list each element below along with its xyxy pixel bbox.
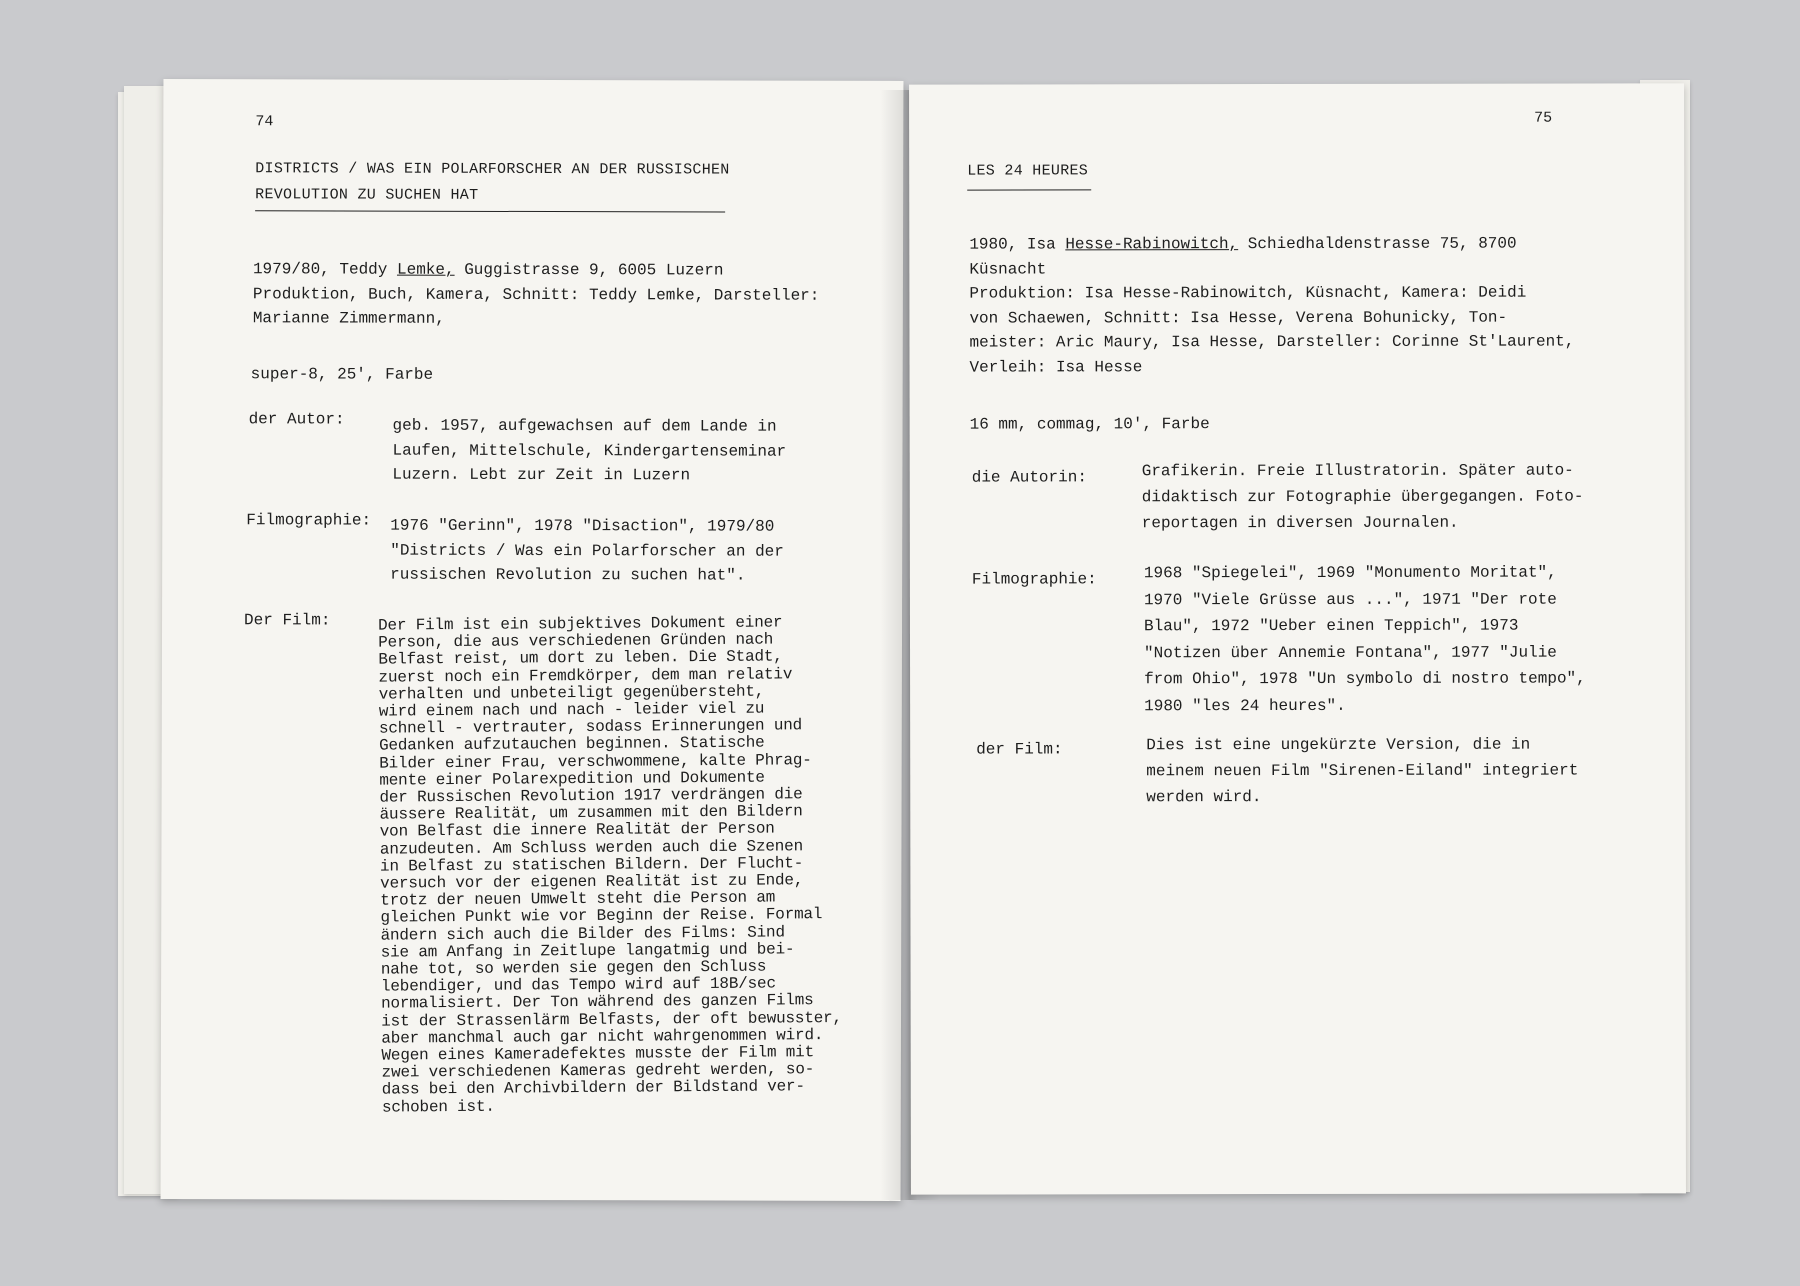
film-line: dass bei den Archivbildern der Bildstand ver-	[381, 1077, 805, 1100]
page-number: 75	[1534, 109, 1553, 127]
film-line: verhalten und unbeteiligt gegenübersteht,	[378, 682, 765, 704]
credits	[253, 257, 820, 332]
author-line: Luzern. Lebt zur Zeit in Luzern	[392, 465, 691, 485]
film-line: gleichen Punkt wie vor Beginn der Reise. Formal	[380, 905, 823, 928]
credit-line: meister: Aric Maury, Isa Hesse, Darsteller: Corinne St'Laurent,	[969, 332, 1575, 352]
film-line: ist der Strassenlärm Belfasts, der oft bewusster,	[381, 1008, 842, 1031]
film-line: der Russischen Revolution 1917 verdrängen die	[379, 785, 803, 807]
author-line: Laufen, Mittelschule, Kindergartenseminar	[392, 441, 787, 461]
filmography-line: 1980 "les 24 heures".	[1144, 696, 1346, 715]
film-label: Der Film:	[244, 611, 331, 630]
film-line: in Belfast zu statischen Bildern. Der Flucht-	[379, 854, 804, 876]
credit-name: Hesse-Rabinowitch,	[1065, 235, 1239, 254]
film-line: Bilder einer Frau, verschwommene, kalte Phrag-	[379, 750, 812, 773]
film-line: sie am Anfang in Zeitlupe langatmig und bei-	[380, 940, 795, 962]
page-title: LES 24 HEURES	[967, 162, 1089, 180]
credit-line: Produktion, Buch, Kamera, Schnitt: Teddy Lemke, Darsteller:	[252, 284, 820, 305]
film-line: meinem neuen Film "Sirenen-Eiland" integriert	[1146, 761, 1579, 781]
film-line: Gedanken aufzutauchen beginnen. Statische	[378, 733, 765, 756]
film-line: normalisiert. Der Ton während des ganzen Films	[381, 991, 814, 1014]
filmography-line: 1968 "Spiegelei", 1969 "Monumento Moritat",	[1143, 563, 1557, 583]
format: 16 mm, commag, 10', Farbe	[969, 415, 1210, 434]
film-line: äussere Realität, um zusammen mit den Bildern	[379, 802, 803, 824]
author-text	[1142, 458, 1584, 537]
filmography-line: "Districts / Was ein Polarforscher an der	[390, 541, 784, 561]
page-number: 74	[255, 113, 274, 131]
film-line: nahe tot, so werden sie gegen den Schluss	[380, 957, 767, 979]
film-line: versuch vor der eigenen Realität ist zu Ende,	[380, 871, 804, 893]
title-line: DISTRICTS / WAS EIN POLARFORSCHER AN DER RUSSISCHEN	[255, 160, 730, 179]
filmography-label: Filmographie:	[971, 570, 1097, 589]
credit-address: Guggistrasse 9, 6005 Luzern	[454, 260, 724, 280]
film-line: trotz der neuen Umwelt steht die Person am	[380, 888, 776, 910]
author-text	[392, 414, 786, 489]
credits	[969, 232, 1574, 380]
filmography-line: "Notizen über Annemie Fontana", 1977 "Julie	[1144, 643, 1557, 662]
film-line: werden wird.	[1146, 788, 1262, 807]
film-line: Person, die aus verschiedenen Gründen nach	[378, 630, 774, 652]
film-line: aber manchmal auch gar nicht wahrgenommen wird.	[381, 1025, 824, 1048]
film-line: mente einer Polarexpedition und Dokumente	[379, 768, 765, 790]
format: super-8, 25', Farbe	[250, 365, 434, 384]
film-label: der Film:	[976, 740, 1063, 759]
film-line: anzudeuten. Am Schluss werden auch die Szenen	[379, 836, 804, 859]
filmography-line: 1970 "Viele Grüsse aus ...", 1971 "Der rote	[1143, 590, 1557, 609]
film-line: zuerst noch ein Fremdkörper, dem man relativ	[378, 664, 793, 687]
author-label: der Autor:	[248, 410, 345, 429]
credit-address: Schiedhaldenstrasse 75, 8700	[1238, 234, 1517, 254]
author-line: didaktisch zur Fotographie übergegangen. Foto-	[1141, 487, 1584, 507]
film-description	[378, 614, 843, 1116]
film-line: von Belfast die innere Realität der Person	[379, 819, 775, 842]
credit-year: 1979/80, Teddy	[252, 260, 398, 279]
film-line: lebendiger, und das Tempo wird auf 18B/sec	[380, 974, 776, 996]
right-page	[909, 83, 1686, 1194]
filmography-label: Filmographie:	[246, 511, 372, 530]
film-line: schoben ist.	[381, 1097, 495, 1117]
credit-line: von Schaewen, Schnitt: Isa Hesse, Verena Bohunicky, Ton-	[969, 308, 1508, 328]
film-line: Belfast reist, um dort zu leben. Die Stadt,	[378, 647, 783, 670]
film-text	[1146, 732, 1578, 811]
credit-name: Lemke,	[396, 260, 455, 279]
filmography-text	[390, 514, 784, 589]
film-line: Dies ist eine ungekürzte Version, die in	[1146, 735, 1531, 755]
author-label: die Autorin:	[971, 468, 1087, 487]
author-line: Grafikerin. Freie Illustratorin. Später auto-	[1141, 461, 1574, 481]
credit-line: Verleih: Isa Hesse	[969, 357, 1143, 377]
filmography-line: Blau", 1972 "Ueber einen Teppich", 1973	[1143, 616, 1519, 636]
film-line: Wegen eines Kameradefektes musste der Film mit	[381, 1043, 815, 1065]
filmography-text	[1144, 559, 1586, 719]
credit-year: 1980, Isa	[969, 235, 1066, 254]
filmography-line: from Ohio", 1978 "Un symbolo di nostro tempo",	[1144, 669, 1586, 689]
film-line: Der Film ist ein subjektives Dokument einer	[378, 613, 783, 635]
credit-line: Küsnacht	[969, 259, 1047, 279]
left-page	[161, 79, 904, 1201]
film-line: wird einem nach und nach - leider viel zu	[378, 699, 765, 721]
author-line: reportagen in diversen Journalen.	[1141, 513, 1459, 533]
page-title	[255, 156, 730, 209]
filmography-line: 1976 "Gerinn", 1978 "Disaction", 1979/80	[390, 516, 775, 536]
film-line: ändern sich auch die Bilder des Films: Sind	[380, 923, 785, 945]
title-underline	[967, 189, 1091, 190]
credit-line: Produktion: Isa Hesse-Rabinowitch, Küsnacht, Kamera: Deidi	[969, 283, 1527, 303]
film-line: schnell - vertrauter, sodass Erinnerungen und	[378, 716, 803, 738]
title-line: REVOLUTION ZU SUCHEN HAT	[255, 186, 479, 204]
credit-line	[969, 232, 1574, 258]
title-underline	[255, 210, 725, 212]
credit-line: Marianne Zimmermann,	[252, 309, 445, 328]
film-line: zwei verschiedenen Kameras gedreht werden, so-	[381, 1060, 815, 1082]
credit-line	[253, 257, 820, 283]
author-line: geb. 1957, aufgewachsen auf dem Lande in	[392, 416, 777, 436]
filmography-line: russischen Revolution zu suchen hat".	[390, 565, 746, 585]
